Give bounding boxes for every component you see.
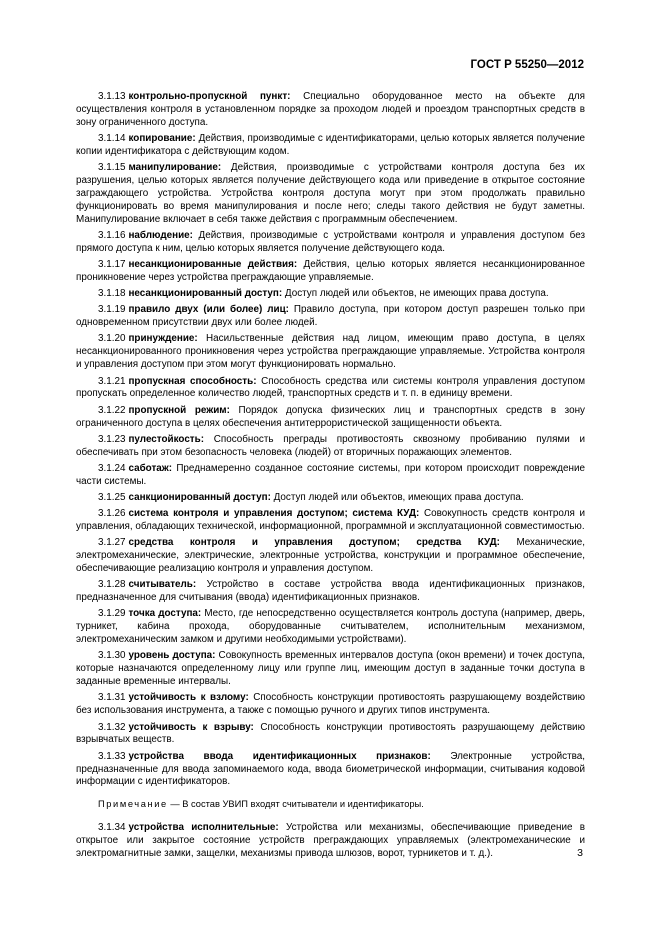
entry-term: саботаж: [128,462,173,474]
entry-definition: Действия, целью которых является несанкционированное проникновение через устройства преграждающие управляемые. [76,259,585,283]
entry-number: 3.1.23 [98,433,126,445]
entry-term: пулестойкость: [128,433,205,445]
entry-number: 3.1.26 [98,508,126,520]
entry-term: считыватель: [128,579,197,591]
entry-definition: Действия, производимые с устройствами контроля доступа без их разрушения, целью которых является получение действующего кода или приведение в открытое состояние заграждающего устройства. Устройства контроля доступа могут при этом продолжать правильно функционировать во время манипулирования и после него; следы такого действия не будут заметны. Манипулирование включает в себя также действия с программным обеспечением. [76,162,585,225]
definition-entry [76,304,585,330]
definition-entry [76,692,585,718]
entry-number: 3.1.33 [98,750,126,762]
note-text: — В состав УВИП входят считыватели и идентификаторы. [167,799,424,810]
entry-number: 3.1.24 [98,462,126,474]
definition-entry [76,608,585,647]
entry-term: устойчивость к взлому: [128,692,249,704]
entry-term: копирование: [128,133,196,145]
entry-definition: Доступ людей или объектов, имеющих права доступа. [270,491,524,503]
entry-number: 3.1.15 [98,162,126,174]
entry-number: 3.1.22 [98,404,126,416]
entry-number: 3.1.27 [98,537,126,549]
entry-number: 3.1.30 [98,650,126,662]
entry-definition: Место, где непосредственно осуществляется контроль доступа (например, дверь, турникет, кабина прохода, оборудованные считывателем, исполнительным механизмом, электромеханическим замком и другими необходимыми устройствами). [76,608,585,646]
entry-number: 3.1.32 [98,721,126,733]
definition-entry [76,508,585,534]
definition-entry [76,405,585,431]
document-body [76,91,585,864]
document-code: ГОСТ Р 55250—2012 [470,59,584,71]
entry-definition: Совокупность средств контроля и управления, обладающих технической, информационной, программной и эксплуатационной совместимостью. [76,508,585,533]
page-number: 3 [577,847,583,859]
entry-number: 3.1.16 [98,229,126,241]
entry-definition: Способность средства или системы контроля управления доступом пропускать определенное количество людей, транспортных средств и т. п. в единицу времени. [76,375,585,400]
definitions-list [76,91,585,789]
entry-term: принуждение: [128,333,198,345]
entry-term: средства контроля и управления доступом; средства КУД: [128,537,500,549]
entry-term: устройства исполнительные: [128,822,279,834]
entry-definition: Действия, производимые с устройствами контроля и управления доступом без прямого доступа к ним, целью которых является получение действующего кода. [76,229,585,254]
entry-term: устройства ввода идентификационных признаков: [128,750,431,762]
definition-entry [76,722,585,748]
entry-number: 3.1.19 [98,304,126,316]
entry-definition: Электронные устройства, предназначенные для ввода запоминаемого кода, ввода биометрической информации, считывания кодовой информации с идентификаторов. [76,750,585,788]
definition-entry [76,537,585,576]
entry-term: несанкционированный доступ: [128,288,283,300]
definition-entry [76,434,585,460]
definition-entry [76,288,585,301]
entry-term: контрольно-пропускной пункт: [128,91,291,102]
entry-term: несанкционированные действия: [128,259,298,271]
entry-definition: Устройства или механизмы, обеспечивающие приведение в открытое или закрытое состояние устройств преграждающих управляемых (электромеханические и электромагнитные замки, защелки, механизмы привода шлюзов, ворот, турникетов и т. д.). [76,822,585,860]
entry-definition: Специально оборудованное место на объекте для осуществления контроля в установленном порядке за проходом людей и проездом транспортных средств в зону ограниченного доступа. [76,91,585,128]
definitions-list-continued [76,822,585,861]
definition-entry [76,91,585,130]
entry-number: 3.1.13 [98,91,126,102]
definition-entry [76,751,585,790]
entry-definition: Правило доступа, при котором доступ разрешен только при одновременном присутствии двух или более людей. [76,304,586,329]
definition-entry [76,333,585,372]
entry-definition: Совокупность временных интервалов доступа (окон времени) и точек доступа, которые назначаются определенному лицу или группе лиц, имеющим доступ в заданные точки доступа в заданные временные интервалы. [76,650,585,688]
entry-term: пропускная способность: [128,375,257,387]
entry-term: точка доступа: [128,608,202,620]
entry-definition: Преднамеренно созданное состояние системы, при котором происходит повреждение части системы. [76,462,585,487]
definition-entry [76,579,585,605]
entry-term: наблюдение: [128,229,193,241]
entry-term: манипулирование: [128,162,222,174]
note [76,798,585,811]
definition-entry [76,463,585,489]
entry-number: 3.1.34 [98,822,126,834]
definition-entry [76,650,585,689]
entry-number: 3.1.18 [98,288,126,300]
entry-number: 3.1.17 [98,259,126,271]
definition-entry [76,162,585,227]
note-label: Примечание [98,799,168,810]
entry-term: санкционированный доступ: [128,491,271,503]
entry-definition: Порядок допуска физических лиц и транспортных средств в зону ограниченного доступа в целях обеспечения антитеррористической защищенности объекта. [76,404,585,429]
entry-definition: Действия, производимые с идентификаторами, целью которых является получение копии идентификатора с действующим кодом. [76,133,585,157]
entry-term: уровень доступа: [128,650,216,662]
entry-term: пропускной режим: [128,404,230,416]
definition-entry [76,376,585,402]
entry-definition: Способность конструкции противостоять разрушающему воздействию без использования инструмента, а также с помощью ручного и других типов инструмента. [76,692,585,717]
entry-number: 3.1.20 [98,333,126,345]
entry-definition: Способность конструкции противостоять разрушающему действию взрывчатых веществ. [76,721,585,746]
entry-definition: Устройство в составе устройства ввода идентификационных признаков, предназначенное для считывания (ввода) идентификационных признаков. [76,579,585,604]
entry-term: правило двух (или более) лиц: [128,304,289,316]
entry-definition: Способность преграды противостоять сквозному пробиванию пулями и обеспечивать при этом безопасность человека (людей) от вторичных поражающих элементов. [76,433,585,458]
entry-term: устойчивость к взрыву: [128,721,254,733]
definition-entry [76,230,585,256]
entry-number: 3.1.21 [98,375,126,387]
definition-entry [76,259,585,285]
entry-number: 3.1.14 [98,133,126,145]
definition-entry [76,822,585,861]
definition-entry [76,492,585,505]
entry-number: 3.1.28 [98,579,126,591]
entry-definition: Механические, электромеханические, электрические, электронные устройства, конструкции и программное обеспечение, обеспечивающие реализацию контроля и управления доступом. [76,537,585,575]
definition-entry [76,133,585,159]
entry-number: 3.1.31 [98,692,126,704]
entry-number: 3.1.29 [98,608,126,620]
entry-term: система контроля и управления доступом; система КУД: [128,508,420,520]
entry-definition: Доступ людей или объектов, не имеющих права доступа. [282,288,549,300]
entry-definition: Насильственные действия над лицом, имеющим право доступа, в целях несанкционированного проникновения через устройства преграждающие управляемые. Устройства контроля и управления доступом при этом могут функционировать нормально. [76,333,585,371]
entry-number: 3.1.25 [98,491,126,503]
